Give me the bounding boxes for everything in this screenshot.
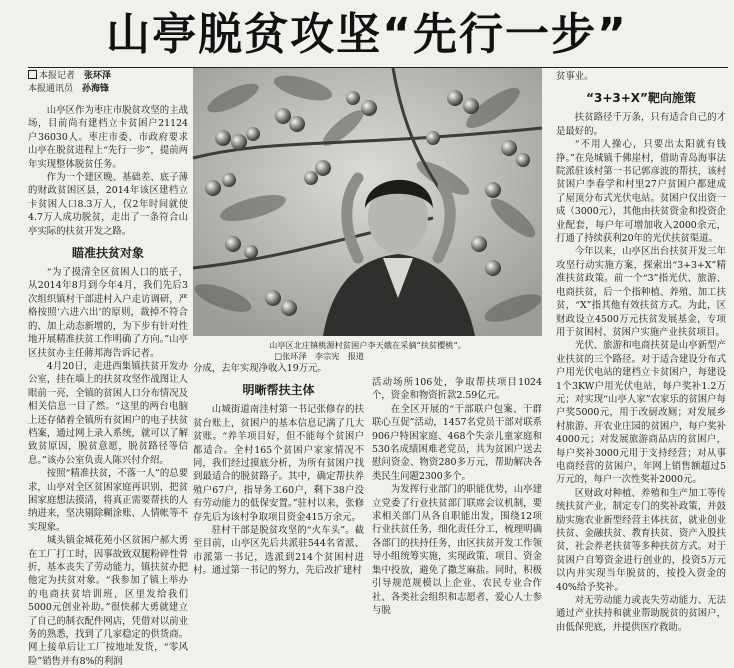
caption-text: 山亭区北庄镇桃源村贫困户李天娥在采摘“扶贫樱桃”。 — [269, 340, 466, 350]
paragraph: 对无劳动能力或丧失劳动能力、无法通过产业扶持和就业帮助脱贫的贫困户，由低保兜底，并提供医疗救助。 — [556, 595, 726, 633]
paragraph: 为发挥行业部门的职能优势，山亭建立党委了行业扶贫部门联席会议机制，要求相关部门从各自职能出发，围绕12项行业扶贫任务，细化责任分工，梳理明确各部门的扶持任务，由区扶贫开发工作领导小组统筹实施，实现政策、项目、资金集中投放，避免了撒芝麻盐。同时，积极引导规范规模以上企业、农民专业合作社、各类社会组织和志愿者，爱心人士参与脱 — [372, 484, 542, 616]
paragraph: 贫事业。 — [556, 71, 594, 82]
photo-caption — [193, 340, 542, 351]
photo-credit: □张环泽 李宗宪 报道 — [274, 351, 364, 361]
column-4 — [556, 70, 726, 633]
cherry-picking-photo — [193, 68, 542, 336]
column-3 — [372, 376, 542, 616]
byline-correspondent: 本报通讯员 孙海锋 — [28, 84, 110, 94]
paragraph: 4月20日，走进西集镇扶贫开发办公室，挂在墙上的扶贫攻坚作战图让人眼前一亮，全镇的贫困人口分布情况及相关信息一目了然。“这里的两台电脑上还存储着全镇所有贫困户的电子扶贫档案，通过网上录入系统，就可以了解致贫原因，脱贫意愿，脱贫路径等信息。”该办公室负责人陈兴付介绍。 — [28, 360, 188, 466]
paragraph: 区财政对种植、养殖和生产加工等传统扶贫产业，制定专门的奖补政策，并鼓励实施农业新型经营主体扶贫，就业创业扶贫、金融扶贫、教育扶贫、资产入股扶贫，社会养老扶贫等多种扶贫方式。对于贫困户自筹资金进行创业的，投资5万元以内并实现当年脱贫的，按投入资金的40%给予奖补。 — [556, 487, 726, 593]
paragraph: 光伏、旅游和电商扶贫是山亭新型产业扶贫的三个路径。对于适合建设分布式户用光伏电站的建档立卡贫困户，每建设1个3KW户用光伏电站，每户奖补1.2万元；对实现“山亭人家”农家乐的贫困户每户奖5000元，用于改厨改厕；对发展乡村旅游、开农业庄园的贫困户，每户奖补4000元；对发展旅游商品店的贫困户，每户奖补3000元用于支持经营；对从事电商经营的贫困户，年网上销售额超过5万元的，每户一次性奖补2000元。 — [556, 340, 726, 486]
column-2 — [193, 352, 364, 582]
paragraph: 扶贫路径千万条，只有适合自己的才是最好的。 — [556, 112, 726, 137]
paragraph: 山亭区作为枣庄市脱贫攻坚的主战场，目前尚有建档立卡贫困户21124户36030人。枣庄市委、市政府要求山亭在脱贫进程上“先行一步”，提前两年实现整体脱贫任务。 — [28, 105, 188, 170]
subheading: “3+3+X”靶向施策 — [586, 91, 696, 106]
paragraph: 驻村干部是脱贫攻坚的“火车头”。截至目前，山亭区先后共派驻544名省派、市派第一书记，选派到214个贫困村进村。通过第一书记的努力，先后改扩建村 — [193, 525, 364, 577]
paragraph: 山城街道南洼村第一书记张修存的扶贫台账上，贫困户的基本信息记满了几大贫账。“养羊项目好，但不能每个贫困户都适合。全村165个贫困户家家情况不同，我们经过摸底分析，为所有贫困户找到最适合的脱贫路子。其中，确定帮扶养殖户67户，指导务工60户，剩下38户没有劳动能力的低保安置。”驻村以来，张修存先后为该村争取项目资金415万余元。 — [193, 404, 364, 523]
headline: 山亭脱贫攻坚“先行一步” — [106, 9, 628, 60]
photo-illustration — [193, 68, 542, 336]
paragraph: “为了摸清全区贫困人口的底子，从2014年8月到今年4月，我们先后3次组织镇村干部进村入户走访调研，严格按照‘六进六出’的原则，裁掉不符合的、加上动态新增的，为下步有针对性地开展精准扶贫工作明确了方向。”山亭区扶贫办主任蔣邦海告诉记者。 — [28, 267, 188, 359]
bullet-box-icon — [28, 70, 37, 79]
paragraph: 活动场所106处，争取帮扶项目1024个，资金和物资折款2.59亿元。 — [372, 377, 542, 402]
subheading: 明晰帮扶主体 — [242, 383, 315, 398]
byline: 本报记者 张环泽 — [28, 70, 188, 83]
paragraph: 作为一个建区晚、基础差、底子薄的财政贫困区县，2014年该区建档立卡贫困人口8.3万人，仅2年时间就使4.7万人成功脱贫，走出了一条符合山亭实际的扶贫开发之路。 — [28, 172, 188, 237]
subheading: 瞄准扶贫对象 — [71, 246, 144, 261]
column-1 — [28, 70, 188, 667]
paragraph: 城头镇金城花苑小区贫困户郝大勇在工厂打工时，因事故致双腿粉碎性骨折，基本丧失了劳动能力，镇扶贫办把他定为扶贫对象。“我参加了镇上举办的电商扶贫培训班，区里发给我们5000元创业补助。”很快郝大勇就建立了自己的制衣配件网店，凭借对以前业务的熟悉，找到了几家稳定的供货商。网上接单后让工厂按地址发货，“零风险”销售并有8%的利润 — [28, 535, 188, 667]
paragraph: 分成，去年实现净收入19万元。 — [193, 363, 327, 374]
paragraph: 按照“精准扶贫，不落一人”的总要求，山亭对全区贫困家庭再识别，把贫困家庭想法摸清，将真正需要帮扶的人纳进来，坚决剔除糊涂账、人情帐等不实现象。 — [28, 468, 188, 533]
paragraph: 在全区开展的“干部联户包案、干群联心互促”活动，1457名党员干部对联系906户特困家庭、468个失亲儿童家庭和530名成绩困难老党员，共为贫困户送去慰问资金、物资280多万元，帮助解决各类民生问题2300多个。 — [372, 403, 542, 482]
paragraph: “不用人操心，只要出太阳就有钱挣。”在凫城镇千佛崖村，借助青岛海事法院派驻该村第一书记郭彦波的帮扶，该村贫困户李春学和村里27户贫困户都建成了屋顶分布式光伏电站。贫困户仅出资一成（3000元），其他由扶贫资金和投资企业配套，每户年可增加收入2000余元，打通了持续获利20年的光伏扶贫渠道。 — [556, 139, 726, 245]
paragraph: 今年以来，山亭区出台扶贫开发三年攻坚行动实施方案，探索出“3+3+X”精准扶贫政策。前一个“3”指光伏、旅游、电商扶贫，后一个指种植、养殖、加工扶贫，“X”指其他有效扶贫方式。为此，区财政设立4500万元扶贫发展基金，专项用于贫困村、贫困户实施产业扶贫项目。 — [556, 246, 726, 338]
